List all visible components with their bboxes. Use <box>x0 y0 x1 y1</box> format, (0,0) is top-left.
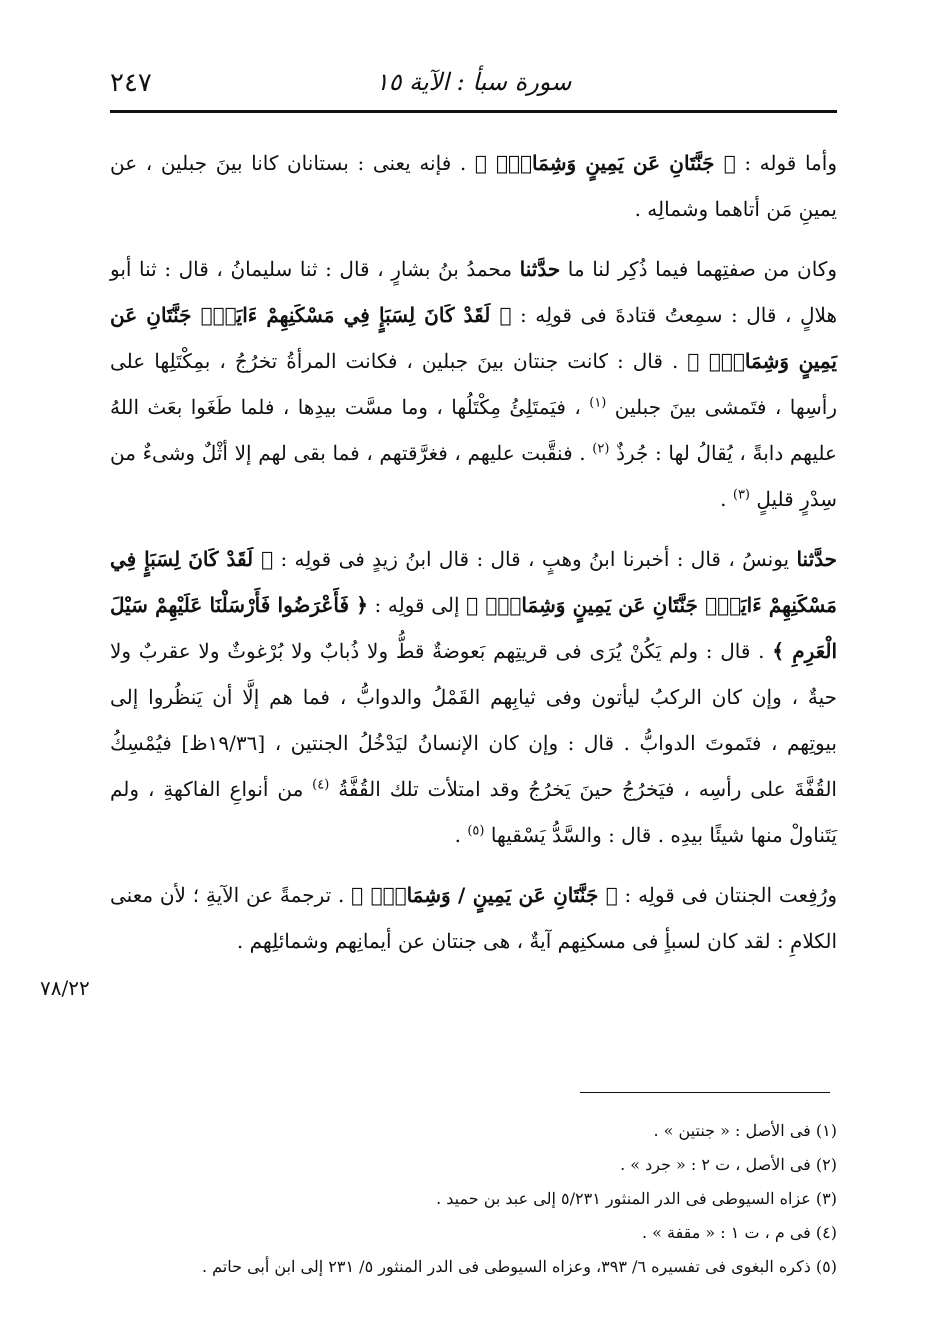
quran-verse: ﴿ جَنَّتَانِ عَن يَمِينٍ / وَشِمَالٍۖ ﴾ <box>351 883 618 907</box>
paragraph-text: . قال : ولم يَكُنْ يُرَى فى قريتِهم بَعوضةٌ قطُّ ولا ذُبابٌ ولا بُرْغوثٌ ولا عقربٌ ولا حيةٌ ، وإن كان الركبُ ليأتون وفى ثيابِهم القَمْلُ والدوابُّ ، فما هم إلَّا أن يَنظُروا إلى بيوتِهم ، فتَموتَ الدوابُّ . قال : وإن كان الإنسانُ ليَدْخُلُ الجنتين ، [١٩/٣٦ظ] فيُمْسِكُ القُفَّةَ على رأسِه ، فيَخرُجُ حينَ يَخرُجُ وقد امتلأت تلك القُفَّةُ <box>110 639 837 801</box>
paragraph-text: وكان من صفتِهما فيما ذُكِر لنا ما <box>560 257 837 281</box>
footnote-2: (٢) فى الأصل ، ت ٢ : « جرد » . <box>620 1155 837 1174</box>
paragraph-text: . ترجمةً عن الآيةِ ؛ لأن معنى الكلامِ : لقد كان لسبأٍ فى مسكنِهم آيةٌ ، هى جنتان عن أيمانِهم وشمائلِهم . <box>110 883 837 953</box>
paragraph-text: ورُفِعت الجنتان فى قولِه : <box>617 883 838 907</box>
footnote-ref-1[interactable]: (١) <box>589 395 607 411</box>
footnote-3: (٣) عزاه السيوطى فى الدر المنثور ٥/٢٣١ إلى عبد بن حميد . <box>436 1189 837 1208</box>
quran-verse: ﴿ لَقَدْ كَانَ لِسَبَإٍ فِي مَسْكَنِهِمْ ءَايَةٌۖ جَنَّتَانِ عَن يَمِينٍ وَشِمَالٍۖ ﴾ <box>110 303 837 373</box>
footnote-1: (١) فى الأصل : « جنتين » . <box>653 1121 837 1140</box>
quran-verse: ﴿ لَقَدْ كَانَ لِسَبَإٍ فِي مَسْكَنِهِمْ ءَايَةٌۖ جَنَّتَانِ عَن يَمِينٍ وَشِمَالٍۖ ﴾ <box>110 547 837 617</box>
quran-verse: ﴿ فَأَعْرَضُوا فَأَرْسَلْنَا عَلَيْهِمْ سَيْلَ الْعَرِمِ ﴾ <box>110 593 838 663</box>
paragraph-text: . <box>720 487 727 511</box>
paragraph-text: . فإنه يعنى : بستانان كانا بينَ جبلين ، عن يمينِ مَن أتاهما وشمالِه . <box>110 151 837 221</box>
footnotes <box>110 1114 837 1284</box>
paragraph-4 <box>110 872 837 964</box>
margin-reference: ٧٨/٢٢ <box>40 976 90 1000</box>
footnote-divider <box>580 1092 830 1093</box>
paragraph-text: . <box>454 823 461 847</box>
paragraph-text: من أنواعِ الفاكهةِ ، ولم يَتَناولْ منها شيئًا بيدِه . قال : والسَّدُّ يَسْقيها <box>110 777 837 847</box>
paragraph-text: ، فيَمتَلِئُ مِكْتَلُها ، وما مسَّت بيدِها ، فلما طَغَوا بعَث اللهُ عليهم دابةً ، يُقالُ لها : جُرذٌ <box>110 395 837 465</box>
paragraph-text: إلى قولِه : <box>367 593 460 617</box>
paragraph-1 <box>110 140 837 232</box>
paragraph-text: . فنقَّبت عليهم ، فغرَّقتهم ، فما بقى لهم إلا أثْلٌ وشىءٌ من سِدْرٍ قليلٍ <box>110 441 837 511</box>
footnote-ref-2[interactable]: (٢) <box>592 441 610 457</box>
footnote-ref-5[interactable]: (٥) <box>467 823 485 839</box>
footnote-ref-3[interactable]: (٣) <box>732 487 750 503</box>
paragraph-text: محمدُ بنُ بشارٍ ، قال : ثنا سليمانُ ، قال : ثنا أبو هلالٍ ، قال : سمِعتُ قتادةَ فى قولِه : <box>110 257 837 327</box>
paragraph-2 <box>110 246 837 522</box>
paragraph-text: . قال : كانت جنتان بينَ جبلين ، فكانت المرأةُ تخرُجُ ، بمِكْتَلِها على رأسِها ، فتَمشى بينَ جبلين <box>110 349 838 419</box>
footnote-4: (٤) فى م ، ت ١ : « مقفة » . <box>641 1223 837 1242</box>
paragraph-text: يونسُ ، قال : أخبرنا ابنُ وهبٍ ، قال : قال ابنُ زيدٍ فى قولِه : <box>273 547 790 571</box>
quran-verse: ﴿ جَنَّتَانِ عَن يَمِينٍ وَشِمَالٍۖ ﴾ <box>474 151 736 175</box>
hadith-narration-marker: حدَّثنا <box>519 257 561 281</box>
paragraph-text: وأما قوله : <box>735 151 837 175</box>
main-text <box>110 140 837 964</box>
footnote-5: (٥) ذكره البغوى فى تفسيره ٦/ ٣٩٣، وعزاه السيوطى فى الدر المنثور ٥/ ٢٣١ إلى ابن أبى حاتم . <box>201 1257 837 1276</box>
hadith-narration-marker: حدَّثنا <box>796 547 837 571</box>
page-number: ٢٤٧ <box>110 68 152 98</box>
paragraph-3 <box>110 536 837 858</box>
page-header <box>110 62 837 113</box>
running-title: سورة سبأ : الآية ١٥ <box>375 68 572 96</box>
footnote-ref-4[interactable]: (٤) <box>312 777 330 793</box>
